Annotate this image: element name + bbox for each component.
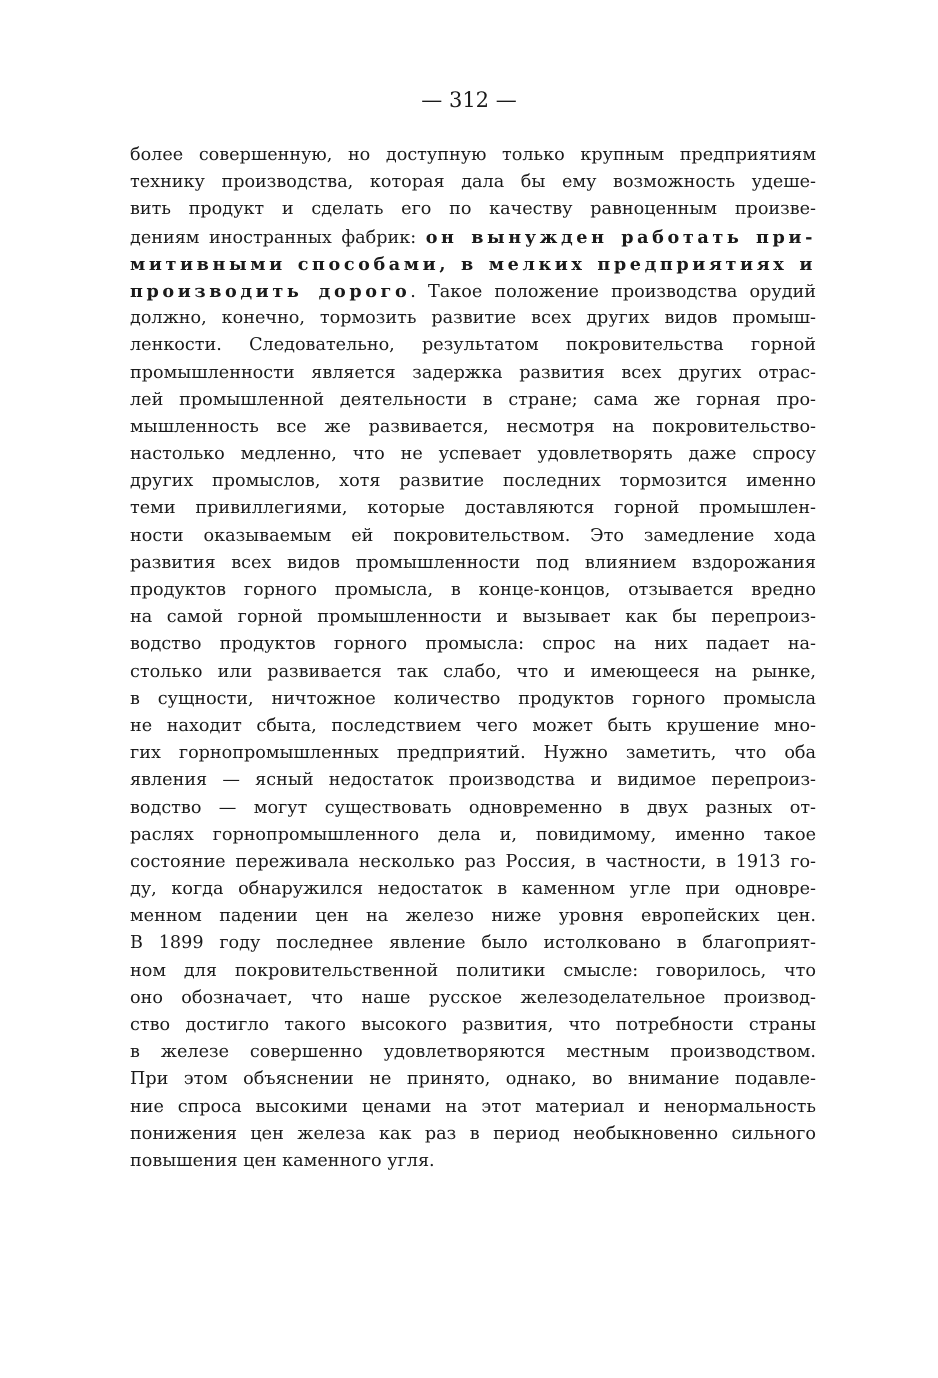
text-run: технику производства, которая дала бы ему возможность удеше- <box>130 172 816 193</box>
text-run: должно, конечно, тормозить развитие всех других видов промыш- <box>130 308 816 329</box>
text-line <box>130 332 816 359</box>
text-line <box>130 740 816 767</box>
text-run: менном падении цен на железо ниже уровня европейских цен. <box>130 906 816 927</box>
text-line <box>130 441 816 468</box>
text-line <box>130 1148 816 1175</box>
text-run: ленкости. Следовательно, результатом покровительства горной <box>130 335 816 356</box>
text-run: ности оказываемым ей покровительством. Это замедление хода <box>130 525 816 546</box>
text-line <box>130 930 816 957</box>
text-run: теми привиллегиями, которые доставляются горной промышлен- <box>130 498 816 519</box>
text-line <box>130 631 816 658</box>
text-run: промышленности является задержка развития всех других отрас- <box>130 362 816 383</box>
text-line <box>130 360 816 387</box>
text-line <box>130 795 816 822</box>
text-run: вить продукт и сделать его по качеству равноценным произве- <box>130 199 816 220</box>
text-run: водство — могут существовать одновременно в двух разных от- <box>130 797 816 818</box>
body-text <box>130 142 816 1175</box>
text-line <box>130 305 816 332</box>
text-line <box>130 958 816 985</box>
text-line <box>130 169 816 196</box>
text-run: дениям иностранных фабрик: <box>130 227 426 248</box>
text-line <box>130 1094 816 1121</box>
emphasis-run: он вынужден работать при- <box>425 226 816 248</box>
text-run: оно обозначает, что наше русское железоделательное производ- <box>130 987 816 1008</box>
text-line <box>130 903 816 930</box>
text-line <box>130 876 816 903</box>
text-line <box>130 550 816 577</box>
text-run: раслях горнопромышленного дела и, повидимому, именно такое <box>130 824 816 845</box>
text-line <box>130 251 816 278</box>
text-run: продуктов горного промысла, в конце-концов, отзывается вредно <box>130 580 816 600</box>
text-line <box>130 686 816 713</box>
text-line <box>130 387 816 414</box>
text-run: в железе совершенно удовлетворяются местным производством. <box>130 1042 816 1063</box>
text-run: . Такое положение производства орудий <box>410 281 816 302</box>
emphasis-run: митивными способами, в мелких предприятиях и <box>130 253 816 275</box>
text-line <box>130 278 816 305</box>
text-line <box>130 414 816 441</box>
text-run: в сущности, ничтожное количество продуктов горного промысла <box>130 688 816 709</box>
text-run: состояние переживала несколько раз Россия, в частности, в 1913 го- <box>130 851 816 872</box>
text-run: водство продуктов горного промысла: спрос на них падает на- <box>130 634 816 655</box>
text-line <box>130 468 816 495</box>
text-run: ду, когда обнаружился недостаток в каменном угле при одновре- <box>130 879 816 900</box>
text-line <box>130 495 816 522</box>
text-line <box>130 1039 816 1066</box>
text-run: других промыслов, хотя развитие последних тормозится именно <box>130 471 816 492</box>
page-number: — 312 — <box>421 88 517 112</box>
text-run: настолько медленно, что не успевает удовлетворять даже спросу <box>130 444 816 465</box>
text-run: ство достигло такого высокого развития, что потребности страны <box>130 1015 816 1035</box>
text-line <box>130 849 816 876</box>
text-run: ние спроса высокими ценами на этот материал и ненормальность <box>130 1096 816 1117</box>
text-run: более совершенную, но доступную только крупным предприятиям <box>130 145 816 165</box>
text-run: развития всех видов промышленности под влиянием вздорожания <box>130 552 816 573</box>
text-run: ном для покровительственной политики смысле: говорилось, что <box>130 960 816 981</box>
emphasis-run: производить дорого <box>130 280 411 302</box>
text-line <box>130 142 816 169</box>
text-line <box>130 767 816 794</box>
text-line <box>130 713 816 740</box>
text-line <box>130 577 816 604</box>
text-line <box>130 196 816 223</box>
text-run: При этом объяснении не принято, однако, во внимание подавле- <box>130 1069 816 1090</box>
text-line <box>130 1066 816 1093</box>
text-run: гих горнопромышленных предприятий. Нужно заметить, что оба <box>130 743 816 764</box>
text-line <box>130 604 816 631</box>
text-line <box>130 659 816 686</box>
text-run: понижения цен железа как раз в период необыкновенно сильного <box>130 1123 816 1144</box>
text-run: на самой горной промышленности и вызывает как бы перепроиз- <box>130 607 816 628</box>
text-run: лей промышленной деятельности в стране; сама же горная про- <box>130 389 816 410</box>
text-line <box>130 224 816 251</box>
text-run: В 1899 году последнее явление было истолковано в благоприят- <box>130 933 816 954</box>
text-line <box>130 523 816 550</box>
text-run: столько или развивается так слабо, что и имеющееся на рынке, <box>130 661 816 682</box>
text-line <box>130 1121 816 1148</box>
text-line <box>130 1012 816 1039</box>
text-line <box>130 822 816 849</box>
text-run: не находит сбыта, последствием чего может быть крушение мно- <box>130 715 816 736</box>
text-line <box>130 985 816 1012</box>
text-run: явления — ясный недостаток производства и видимое перепроиз- <box>130 770 816 791</box>
text-run: мышленность все же развивается, несмотря на покровительство- <box>130 416 816 437</box>
text-run: повышения цен каменного угля. <box>130 1150 435 1171</box>
